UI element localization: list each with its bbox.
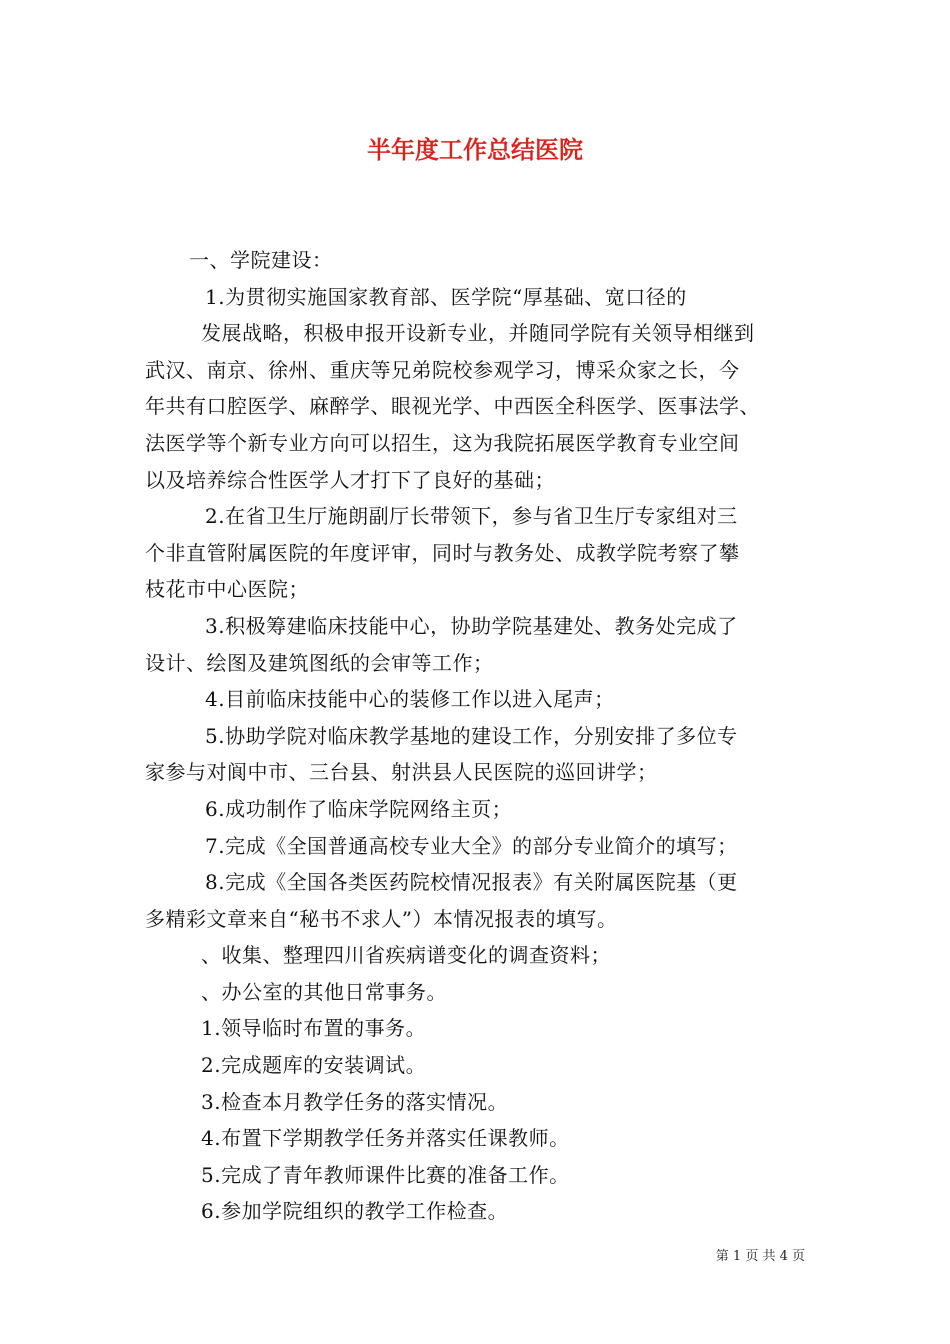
paragraph-line: 多精彩文章来自“秘书不求人”）本情况报表的填写。 [145, 906, 618, 931]
paragraph-line: 4.目前临床技能中心的装修工作以进入尾声； [205, 687, 615, 712]
paragraph-line: 家参与对阆中市、三台县、射洪县人民医院的巡回讲学； [145, 760, 658, 785]
paragraph-line: 5.完成了青年教师课件比赛的准备工作。 [201, 1162, 570, 1187]
paragraph-line: 5.协助学院对临床教学基地的建设工作，分别安排了多位专 [205, 723, 738, 748]
paragraph-line: 枝花市中心医院； [145, 577, 309, 602]
paragraph-line: 7.完成《全国普通高校专业大全》的部分专业简介的填写； [205, 833, 738, 858]
paragraph-line: 2.在省卫生厅施朗副厅长带领下，参与省卫生厅专家组对三 [205, 504, 738, 529]
paragraph-line: 1.领导临时布置的事务。 [201, 1016, 427, 1041]
document-title: 半年度工作总结医院 [367, 135, 583, 164]
paragraph-line: 8.完成《全国各类医药院校情况报表》有关附属医院基（更 [205, 870, 738, 895]
paragraph-line: 发展战略，积极申报开设新专业，并随同学院有关领导相继到 [201, 321, 755, 346]
paragraph-line: 以及培养综合性医学人才打下了良好的基础； [145, 467, 555, 492]
paragraph-line: 4.布置下学期教学任务并落实任课教师。 [201, 1126, 570, 1151]
paragraph-line: 、办公室的其他日常事务。 [201, 979, 447, 1004]
paragraph-line: 、收集、整理四川省疾病谱变化的调查资料； [201, 943, 611, 968]
paragraph-line: 个非直管附属医院的年度评审，同时与教务处、成教学院考察了攀 [145, 540, 740, 565]
paragraph-line: 法医学等个新专业方向可以招生，这为我院拓展医学教育专业空间 [145, 430, 740, 455]
paragraph-line: 1.为贯彻实施国家教育部、医学院“厚基础、宽口径的 [205, 284, 687, 309]
section-heading: 一、学院建设： [189, 248, 333, 272]
paragraph-line: 3.检查本月教学任务的落实情况。 [201, 1089, 509, 1114]
page-number: 第 1 页 共 4 页 [715, 1249, 805, 1264]
paragraph-line: 2.完成题库的安装调试。 [201, 1053, 427, 1078]
paragraph-line: 年共有口腔医学、麻醉学、眼视光学、中西医全科医学、医事法学、 [145, 394, 760, 419]
paragraph-line: 武汉、南京、徐州、重庆等兄弟院校参观学习，博采众家之长，今 [145, 357, 740, 382]
paragraph-line: 6.参加学院组织的教学工作检查。 [201, 1199, 509, 1224]
document-body [145, 242, 825, 1230]
paragraph-line: 3.积极筹建临床技能中心，协助学院基建处、教务处完成了 [205, 613, 738, 638]
paragraph-line: 设计、绘图及建筑图纸的会审等工作； [145, 650, 494, 675]
paragraph-line: 6.成功制作了临床学院网络主页； [205, 796, 513, 821]
